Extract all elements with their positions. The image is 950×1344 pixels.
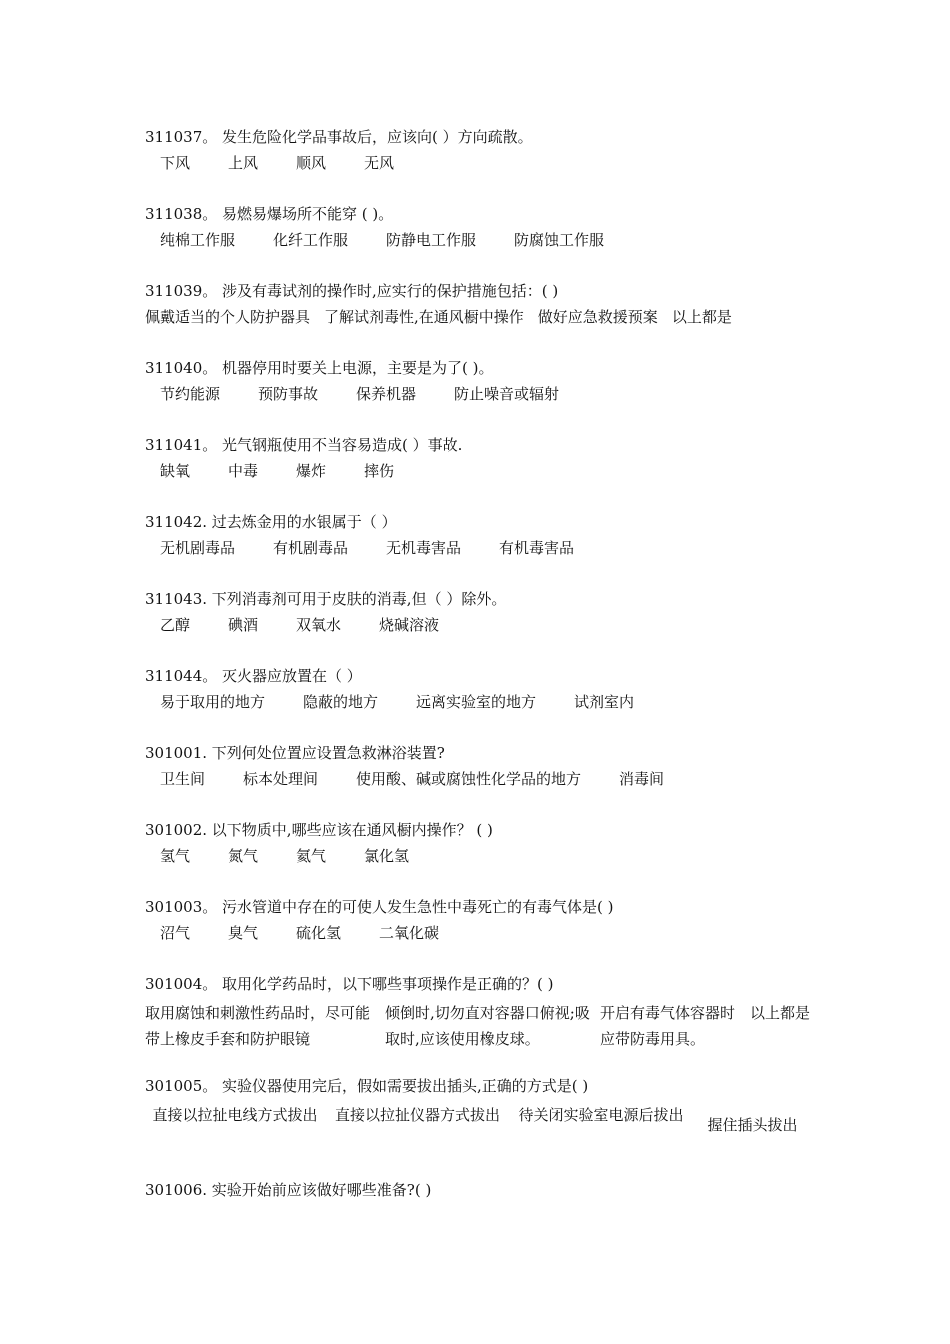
option: 氯化氢 xyxy=(364,847,410,865)
option: 防止噪音或辐射 xyxy=(454,385,560,403)
question-text: 301005。 实验仪器使用完后，假如需要拔出插头,正确的方式是( ) xyxy=(145,1077,589,1095)
option: 直接以拉扯仪器方式拔出 xyxy=(334,1106,500,1124)
option: 无机毒害品 xyxy=(386,539,462,557)
question-options xyxy=(160,846,447,866)
question-options xyxy=(160,153,432,173)
option: 使用酸、碱或腐蚀性化学品的地方 xyxy=(356,770,582,788)
question-text: 301001. 下列何处位置应设置急救淋浴装置? xyxy=(145,744,445,762)
option: 消毒间 xyxy=(619,770,665,788)
option: 有机毒害品 xyxy=(499,539,575,557)
option: 摔伤 xyxy=(364,462,395,480)
option: 上风 xyxy=(228,154,259,172)
question-options xyxy=(160,230,642,250)
option: 隐蔽的地方 xyxy=(303,693,379,711)
option: 保养机器 xyxy=(356,385,417,403)
option: 化纤工作服 xyxy=(273,231,349,249)
option: 烧碱溶液 xyxy=(379,616,440,634)
option: 顺风 xyxy=(296,154,327,172)
option: 缺氧 xyxy=(160,462,191,480)
option: 无机剧毒品 xyxy=(160,539,236,557)
option: 待关闭实验室电源后拔出 xyxy=(518,1106,684,1124)
option: 以上都是 xyxy=(671,308,732,326)
option: 防静电工作服 xyxy=(386,231,477,249)
option: 二氧化碳 xyxy=(379,924,440,942)
option: 沼气 xyxy=(160,924,191,942)
option: 倾倒时,切勿直对容器口俯视;吸取时,应该使用橡皮球。 xyxy=(385,1004,590,1048)
question-options xyxy=(160,538,612,558)
option: 佩戴适当的个人防护器具 xyxy=(145,308,311,326)
question-text: 301003。 污水管道中存在的可使人发生急性中毒死亡的有毒气体是( ) xyxy=(145,898,614,916)
option: 臭气 xyxy=(228,924,259,942)
option: 碘酒 xyxy=(228,616,259,634)
question-text: 301004。 取用化学药品时，以下哪些事项操作是正确的？( ) xyxy=(145,975,554,993)
question-text: 311043. 下列消毒剂可用于皮肤的消毒,但（ ）除外。 xyxy=(145,590,507,608)
question-options xyxy=(160,384,597,404)
question-options xyxy=(160,615,477,635)
option: 做好应急救援预案 xyxy=(537,308,658,326)
option: 标本处理间 xyxy=(243,770,319,788)
question-options xyxy=(160,461,432,481)
question-text: 311044。 灭火器应放置在（ ） xyxy=(145,667,362,685)
option: 中毒 xyxy=(228,462,259,480)
question-text: 311038。 易燃易爆场所不能穿 ( )。 xyxy=(145,205,394,223)
question-options xyxy=(160,692,672,712)
option: 乙醇 xyxy=(160,616,191,634)
option: 远离实验室的地方 xyxy=(416,693,537,711)
question-text: 311037。 发生危险化学品事故后，应该向( ）方向疏散。 xyxy=(145,128,533,146)
option: 硫化氢 xyxy=(296,924,342,942)
option: 氮气 xyxy=(228,847,259,865)
option: 以上都是 xyxy=(750,1004,811,1022)
question-text: 311039。 涉及有毒试剂的操作时,应实行的保护措施包括：( ) xyxy=(145,282,559,300)
option: 纯棉工作服 xyxy=(160,231,236,249)
option: 直接以拉扯电线方式拔出 xyxy=(152,1106,318,1124)
question-text: 311042. 过去炼金用的水银属于（ ） xyxy=(145,513,397,531)
option: 氢气 xyxy=(160,847,191,865)
question-text: 311040。 机器停用时要关上电源，主要是为了( )。 xyxy=(145,359,494,377)
option: 防腐蚀工作服 xyxy=(514,231,605,249)
option: 开启有毒气体容器时应带防毒用具。 xyxy=(600,1004,736,1048)
question-text: 301002. 以下物质中,哪些应该在通风橱内操作？ ( ) xyxy=(145,821,493,839)
option: 有机剧毒品 xyxy=(273,539,349,557)
option: 卫生间 xyxy=(160,770,206,788)
question-text: 311041。 光气钢瓶使用不当容易造成( ）事故. xyxy=(145,436,463,454)
option: 握住插头拔出 xyxy=(707,1116,798,1134)
option: 预防事故 xyxy=(258,385,319,403)
option: 取用腐蚀和刺激性药品时，尽可能带上橡皮手套和防护眼镜 xyxy=(145,1004,371,1048)
option: 易于取用的地方 xyxy=(160,693,266,711)
question-options xyxy=(145,307,746,327)
question-options xyxy=(160,923,477,943)
option: 试剂室内 xyxy=(574,693,635,711)
option: 双氧水 xyxy=(296,616,342,634)
option: 节约能源 xyxy=(160,385,221,403)
option: 下风 xyxy=(160,154,191,172)
option: 无风 xyxy=(364,154,395,172)
option: 爆炸 xyxy=(296,462,327,480)
question-options xyxy=(160,769,702,789)
question-text: 301006. 实验开始前应该做好哪些准备?( ) xyxy=(145,1181,432,1199)
option: 了解试剂毒性,在通风橱中操作 xyxy=(324,308,524,326)
option: 氦气 xyxy=(296,847,327,865)
